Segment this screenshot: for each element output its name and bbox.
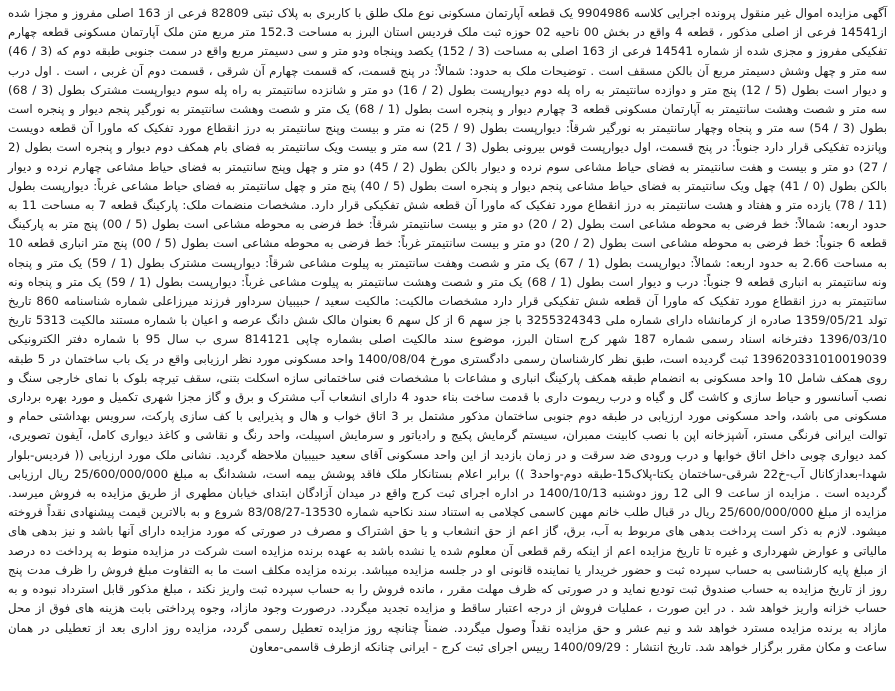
auction-notice-text: آگهی مزایده اموال غیر منقول پرونده اجرایی کلاسه 9904986 یک قطعه آپارتمان مسکونی نوع ملک طلق با کاربری به پلاک ثبتی 82809 فرعی از 163 اصلی مفروز و مجزا شده از14541 فرعی از اصلی مذکور ، قطعه 4 واقع در بخش 00 ناحیه 02 حوزه ثبت ملک فردیس استان البرز به مساحت 152.3 متر مربع متن ملک آپارتمان مسکونی قطعه چهارم تفکیکی مفروز و مجزی شده از شماره 14541 فرعی از 163 اصلی به مساحت (3 / 152) یکصد وپنجاه ودو متر و سی دسیمتر مربع واقع در سمت جنوبی طبقه دوم که (3 / 46) سه متر و چهل وشش دسیمتر مربع آن بالکن مسقف است . توضیحات ملک به حدود: شمالاً: در پنج قسمت، که قسمت چهارم آن شرقی ، قسمت دوم آن غربی ، است . اول درب و دیوار است بطول (5 / 12) پنج متر و دوازده سانتیمتر به راه پله دوم دیوارپست بطول (2 / 16) دو متر و شانزده سانتیمتر به راه پله سوم دیوارپست مشترک بطول (3 / 68) سه متر و شصت وهشت سانتیمتر به آپارتمان مسکونی قطعه 3 چهارم دیوار و پنجره است بطول (1 / 68) یک متر و شصت وهشت سانتیمتر به نورگیر پنجم دیوار و پنجره است بطول (3 / 54) سه متر و پنجاه وچهار سانتیمتر به نورگیر شرقاً: دیوارپست بطول (9 / 25) نه متر و بیست وپنج سانتیمتر به درز انقطاع مورد تفکیک که ماورا آن قطعه دویست وپانزده تفکیکی قرار دارد جنوباً: در پنج قسمت، اول دیوارپست قوس بیرونی بطول (3 / 21) سه متر و بیست ویک سانتیمتر به فضای بام همکف دوم دیوار و پنجره است بطول (2 / 27) دو متر و بیست و هفت سانتیمتر به فضای حیاط مشاعی سوم نرده و دیوار بالکن بطول (2 / 45) دو متر و چهل وپنج سانتیمتر به فضای حیاط مشاعی چهارم نرده و دیوار بالکن بطول (0 / 41) چهل ویک سانتیمتر به فضای حیاط مشاعی پنجم دیوار و پنجره است بطول (5 / 40) پنج متر و چهل سانتیمتر به فضای حیاط مشاعی غرباً: دیوارپست بطول (11 / 78) یازده متر و هفتاد و هشت سانتیمتر به درز انقطاع مورد تفکیک که ماورا آن قطعه شش تفکیکی قرار دارد. مشخصات منضمات ملک: پارکینگ قطعه 7 به مساحت 11 به حدود اربعه: شمالاً: خط فرضی به محوطه مشاعی است بطول (2 / 20) دو متر و بیست سانتیمتر شرقاً: خط فرضی به محوطه مشاعی است بطول (5 / 00) پنج متر به پارکینگ قطعه 6 جنوباً: خط فرضی به محوطه مشاعی است بطول (2 / 20) دو متر و بیست سانتیمتر غرباً: خط فرضی به محوطه مشاعی است بطول (5 / 00) پنج متر انباری قطعه 10 به مساحت 2.66 به حدود اربعه: شمالاً: دیوارپست بطول (1 / 67) یک متر و شصت وهفت سانتیمتر به پیلوت مشاعی شرقاً: دیوارپست مشترک بطول (1 / 59) یک متر و پنجاه ونه سانتیمتر به انباری قطعه 9 جنوباً: درب و دیوار است بطول (1 / 68) یک متر و شصت وهشت سانتیمتر به پیلوت مشاعی غرباً: دیوارپست بطول (1 / 59) یک متر و پنجاه ونه سانتیمتر به درز انقطاع مورد تفکیک که ماورا آن قطعه شش تفکیکی قرار دارد مشخصات مالکیت: مالکیت سعید / حبیبیان سرداور فرزند میرزاعلی شماره شناسنامه 860 تاریخ تولد 1359/05/21 صادره از کرمانشاه دارای شماره ملی 3255324343 با جز سهم 6 از کل سهم 6 بعنوان مالک شش دانگ عرصه و اعیان با شماره مستند مالکیت 5313 تاریخ 1396/03/10 دفترخانه اسناد رسمی شماره 187 شهر کرج استان البرز، موضوع سند مالکیت اصلی بشماره چاپی 814121 سری ب سال 95 با شماره دفتر الکترونیکی 139620331010019039 ثبت گردیده است، طبق نظر کارشناسان رسمی دادگستری مورخ 1400/08/04 واحد مسکونی مورد نظر ارزیابی واقع در یک باب ساختمان در 5 طبقه روی همکف شامل 10 واحد مسکونی به انضمام طبقه همکف پارکینگ انباری و مشاعات با مشخصات فنی ساختمانی سازه اسکلت بتنی، سقف تیرچه بلوک با نمای خارجی سنگ و نصب آسانسور و حیاط سازی و کاشت گل و گیاه و درب ریموت داری با قدمت ساخت بناء حدود 4 دارای انشعاب آب مشترک و برق و گاز مجزا شهری تکمیل و مورد بهره برداری مسکونی می باشد، واحد مسکونی مورد ارزیابی در طبقه دوم جنوبی ساختمان مذکور مشتمل بر 3 اتاق خواب و هال و پذیرایی با کف سازی پارکت، سرویس بهداشتی حمام و توالت ایرانی فرنگی مستر، آشپزخانه اپن با نصب کابینت ممبران، سیستم گرمایش پکیج و رادیاتور و سرمایش اسپیلت، واحد رنگ و نقاشی و کاغذ دیواری کامل، آیفون تصویری، کمد دیواری چوبی داخل اتاق خوابها و درب ورودی ضد سرقت و در زمان بازدید از این واحد مسکونی آقای سعید حبیبیان ملاحظه گردید. نشانی ملک مورد ارزیابی (( فردیس-بلوار شهدا-بعدازکانال آب-خ22 شرقی-ساختمان یکتا-پلاک15-طبقه دوم-واحد3 )) برابر اعلام بستانکار ملک فاقد پوشش بیمه است، ششدانگ به مبلغ 25/600/000/000 ریال ارزیابی گردیده است . مزایده از ساعت 9 الی 12 روز دوشنبه 1400/10/13 در اداره اجرای ثبت کرج واقع در میدان آزادگان ابتدای خیابان مطهری از طریق مزایده به فروش میرسد. مزایده از مبلغ 25/600/000/000 ریال در قبال طلب خانم مهین کاسمی کچلامی به استناد سند نکاحیه شماره 13530-83/08/27 شروع و به بالاترین قیمت پیشنهادی نقداً فروخته میشود. لازم به ذکر است پرداخت بدهی های مربوط به آب، برق، گاز اعم از حق انشعاب و یا حق اشتراک و مصرف در صورتی که مورد مزایده دارای آنها باشد و نیز بدهی های مالیاتی و عوارض شهرداری و غیره تا تاریخ مزایده اعم از اینکه رقم قطعی آن معلوم شده یا نشده باشد به عهده برنده مزایده است شرکت در مزایده منوط به پرداخت ده درصد از مبلغ پایه کارشناسی به حساب سپرده ثبت و حضور خریدار یا نماینده قانونی او در جلسه مزایده میباشد. برنده مزایده مکلف است ما به التفاوت مبلغ فروش را ظرف مدت پنج روز از تاریخ مزایده به حساب صندوق ثبت تودیع نماید و در صورتی که ظرف مهلت مقرر ، مانده فروش را به حساب سپرده ثبت واریز نکند ، مبلغ مذکور قابل استرداد نبوده و به حساب خزانه واریز خواهد شد . در این صورت ، عملیات فروش از درجه اعتبار ساقط و مزایده تجدید میگردد. درصورت وجود مازاد، وجوه پرداختی بابت هزینه های فوق از محل مازاد به برنده مزایده مسترد خواهد شد و نیم عشر و حق مزایده نقداً وصول میگردد. ضمناً چنانچه روز مزایده تعطیل رسمی گردد، مزایده روز اداری بعد از تعطیلی در همان ساعت و مکان مقرر برگزار خواهد شد. تاریخ انتشار : 1400/09/29 رییس اجرای ثبت کرج - ایرانی چنانکه ازطرف قاسمی-معاون	[8, 6, 888, 654]
